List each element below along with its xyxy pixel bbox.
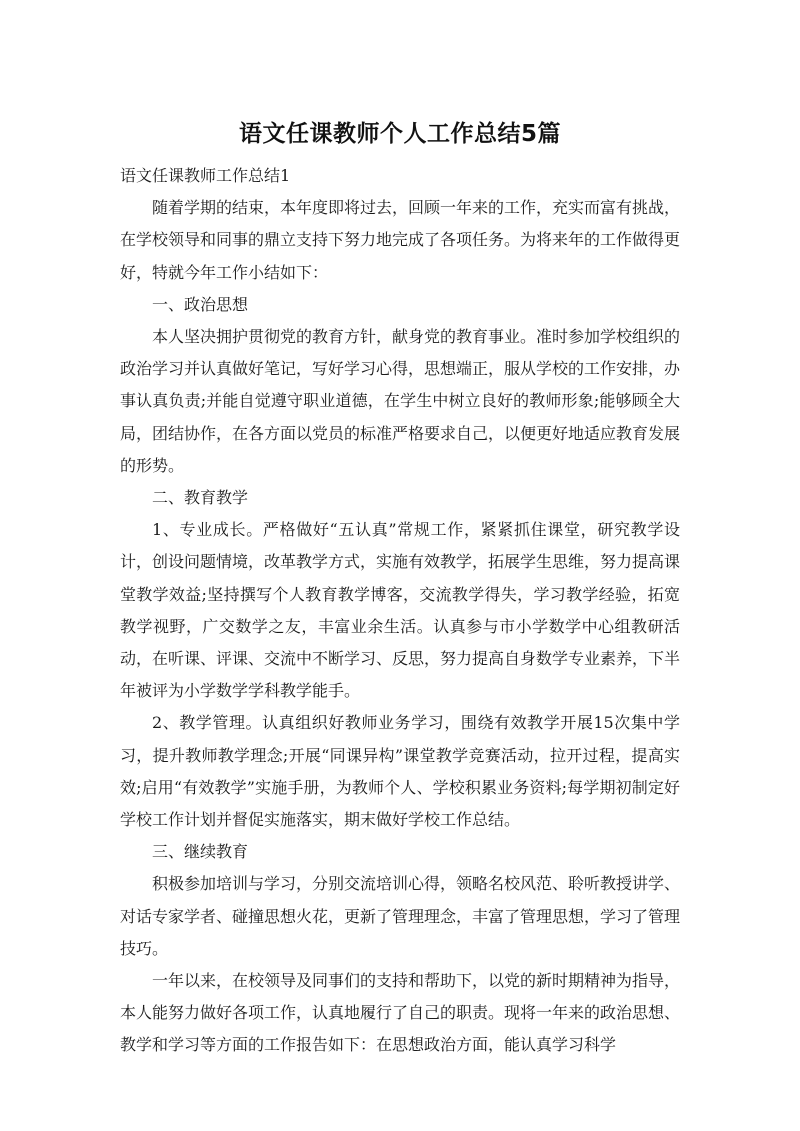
paragraph: 本人坚决拥护贯彻党的教育方针，献身党的教育事业。准时参加学校组织的政治学习并认真做好笔记，写好学习心得，思想端正，服从学校的工作安排，办事认真负责;并能自觉遵守职业道德，在学生中树立良好的教师形象;能够顾全大局，团结协作，在各方面以党员的标准严格要求自己，以便更好地适应教育发展的形势。 bbox=[120, 327, 681, 475]
document-title: 语文任课教师个人工作总结5篇 bbox=[238, 121, 561, 147]
paragraph: 积极参加培训与学习，分别交流培训心得，领略名校风范、聆听教授讲学、对话专家学者、碰撞思想火花，更新了管理理念，丰富了管理思想，学习了管理技巧。 bbox=[120, 874, 681, 958]
subheading: 一、政治思想 bbox=[152, 294, 249, 314]
document-body bbox=[120, 160, 680, 1062]
paragraph: 2、教学管理。认真组织好教师业务学习，围绕有效教学开展15次集中学习，提升教师教学理念;开展“同课异构”课堂教学竞赛活动，拉开过程，提高实效;启用“有效教学”实施手册，为教师个人、学校积累业务资料;每学期初制定好学校工作计划并督促实施落实，期末做好学校工作总结。 bbox=[120, 713, 680, 830]
subheading: 二、教育教学 bbox=[152, 488, 249, 508]
section-heading: 语文任课教师工作总结1 bbox=[120, 166, 291, 185]
paragraph: 1、专业成长。严格做好“五认真”常规工作，紧紧抓住课堂，研究教学设计，创设问题情境，改革教学方式，实施有效教学，拓展学生思维，努力提高课堂教学效益;坚持撰写个人教育教学博客，交流教学得失，学习教学经验，拓宽教学视野，广交数学之友，丰富业余生活。认真参与市小学数学中心组教研活动，在听课、评课、交流中不断学习、反思，努力提高自身数学专业素养，下半年被评为小学数学学科教学能手。 bbox=[120, 520, 681, 701]
paragraph: 随着学期的结束，本年度即将过去，回顾一年来的工作，充实而富有挑战，在学校领导和同事的鼎立支持下努力地完成了各项任务。为将来年的工作做得更好，特就今年工作小结如下： bbox=[120, 198, 681, 282]
subheading: 三、继续教育 bbox=[152, 842, 249, 862]
paragraph: 一年以来，在校领导及同事们的支持和帮助下，以党的新时期精神为指导，本人能努力做好各项工作，认真地履行了自己的职责。现将一年来的政治思想、教学和学习等方面的工作报告如下：在思想政治方面，能认真学习科学 bbox=[120, 971, 681, 1055]
